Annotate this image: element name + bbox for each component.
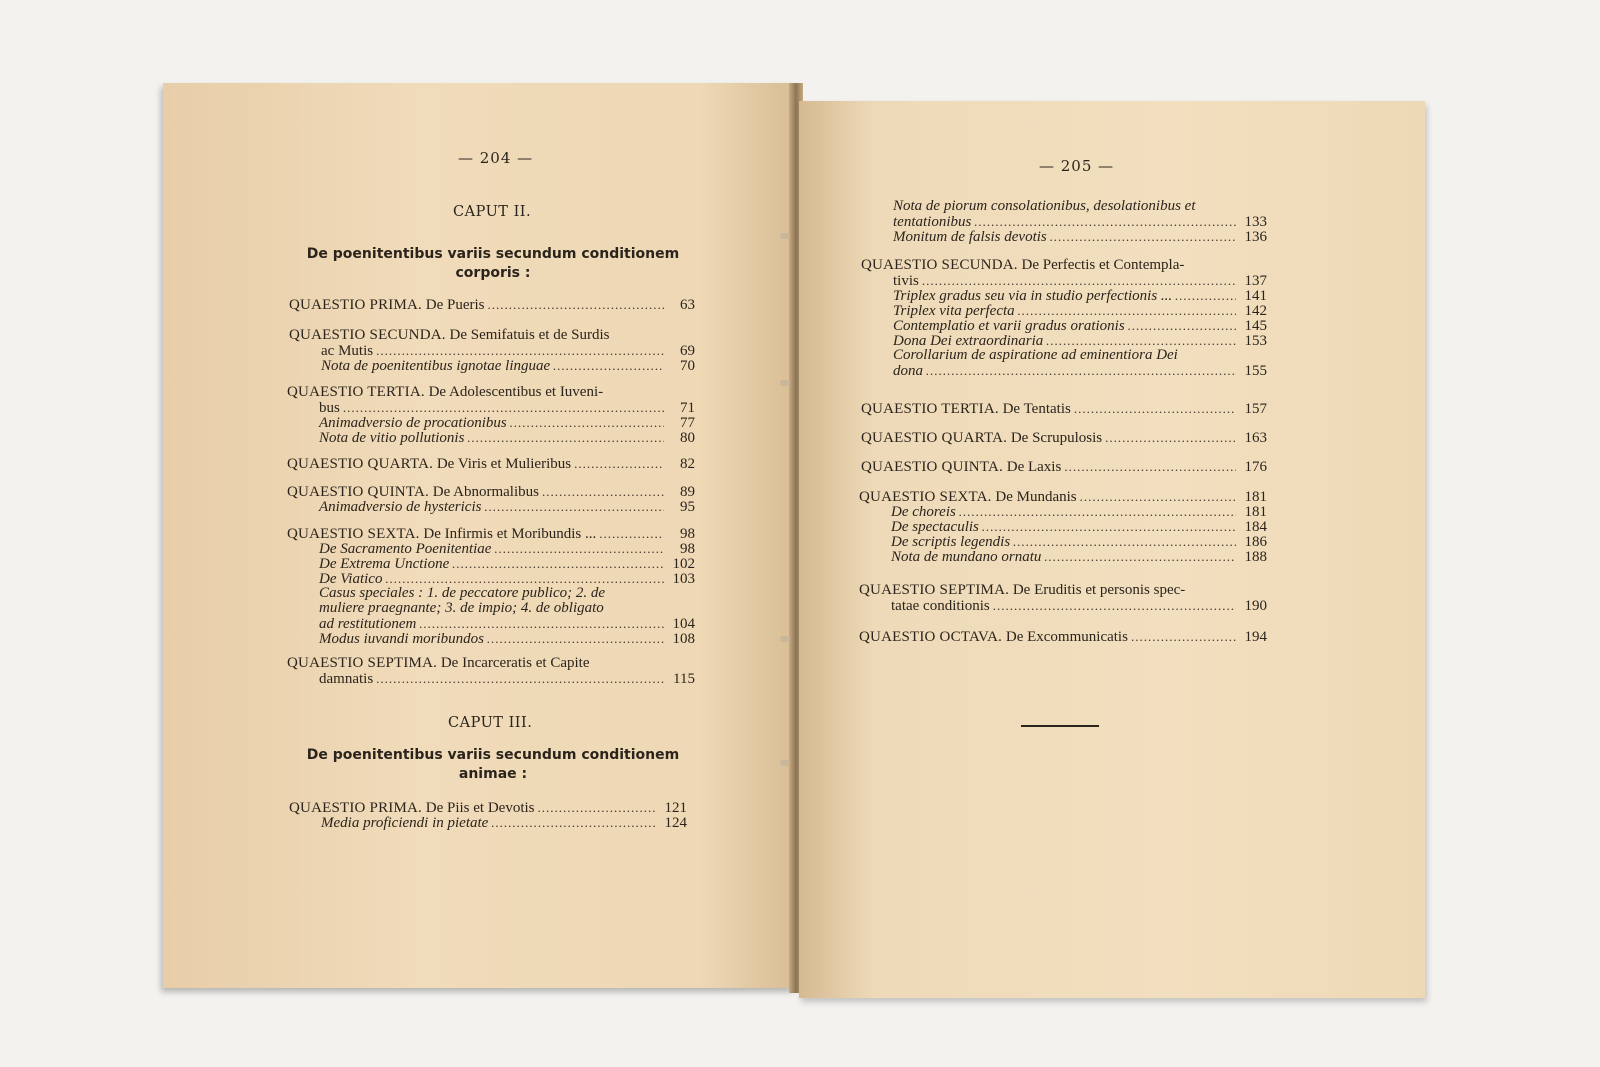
entry-head: QUAESTIO QUARTA. — [861, 430, 1008, 446]
toc-subentry[interactable] — [859, 504, 1267, 519]
entry-head: QUAESTIO SEXTA. — [287, 526, 420, 542]
caput-iii-heading: CAPUT III. — [448, 715, 533, 731]
toc-subentry[interactable] — [287, 586, 695, 601]
page-number-205: — 205 — — [1039, 157, 1115, 175]
toc-subentry[interactable] — [287, 631, 695, 646]
toc-entry-excommunicatis[interactable] — [859, 629, 1267, 644]
entry-head: QUAESTIO PRIMA. — [289, 297, 423, 313]
entry-title-cont: damnatis — [319, 671, 374, 687]
page-number-204: — 204 — — [458, 149, 534, 167]
caput-ii-heading: CAPUT II. — [453, 204, 532, 220]
toc-subentry[interactable] — [289, 358, 695, 373]
toc-entry-mundanis[interactable] — [859, 489, 1267, 564]
entry-title: De Pueris — [422, 297, 485, 313]
subentry-text: De Extrema Unctione — [319, 556, 450, 572]
subentry-text: Triplex gradus seu via in studio perfectionis ... — [893, 288, 1173, 304]
entry-page: 89 — [680, 484, 695, 500]
toc-subentry[interactable] — [861, 318, 1267, 333]
subentry-page: 102 — [672, 556, 695, 572]
toc-top-subentries — [857, 199, 1267, 244]
subentry-page: 80 — [680, 430, 695, 446]
entry-head: QUAESTIO QUINTA. — [861, 459, 1003, 475]
subtitle-line: animae : — [458, 766, 528, 782]
subentry-text: Nota de poenitentibus ignotae linguae — [321, 358, 551, 374]
toc-entry-semifatuis[interactable] — [289, 328, 695, 373]
subentry-text: De choreis — [891, 504, 956, 520]
subentry-text: De spectaculis — [891, 519, 979, 535]
toc-subentry[interactable] — [861, 333, 1267, 348]
entry-title: De Incarceratis et Capite — [437, 655, 590, 671]
right-page — [799, 101, 1425, 998]
toc-subentry — [861, 348, 1267, 363]
entry-head: QUAESTIO SECUNDA. — [861, 257, 1018, 273]
toc-subentry[interactable] — [287, 541, 695, 556]
entry-head: QUAESTIO SECUNDA. — [289, 327, 446, 343]
entry-page: 63 — [680, 297, 695, 313]
entry-title-cont: ac Mutis — [321, 343, 374, 359]
entry-page: 194 — [1244, 629, 1267, 645]
toc-entry-adolescentibus[interactable] — [287, 385, 695, 445]
toc-subentry[interactable] — [287, 556, 695, 571]
binding-thread — [780, 233, 790, 239]
subtitle-line: corporis : — [455, 265, 531, 281]
entry-page: 190 — [1244, 598, 1267, 614]
binding-thread — [780, 760, 790, 766]
entry-title: De Viris et Mulieribus — [433, 456, 572, 472]
entry-head: QUAESTIO SEPTIMA. — [859, 582, 1010, 598]
toc-entry-pueris[interactable] — [289, 297, 695, 312]
entry-head: QUAESTIO OCTAVA. — [859, 629, 1003, 645]
entry-page: 137 — [1244, 273, 1267, 289]
subentry-page: 145 — [1244, 318, 1267, 334]
toc-entry-abnormalibus[interactable] — [287, 484, 695, 514]
subentry-page: 77 — [680, 415, 695, 431]
subentry-text: Nota de vitio pollutionis — [319, 430, 465, 446]
subentry-text: dona — [893, 363, 923, 379]
toc-subentry[interactable] — [861, 363, 1267, 378]
toc-subentry[interactable] — [287, 415, 695, 430]
subentry-text: Animadversio de procationibus — [319, 415, 507, 431]
entry-title: De Eruditis et personis spec- — [1009, 582, 1186, 598]
entry-page: 82 — [680, 456, 695, 472]
subentry-page: 153 — [1244, 333, 1267, 349]
subentry-page: 188 — [1244, 549, 1267, 565]
toc-subentry[interactable] — [287, 571, 695, 586]
toc-entry-piis[interactable] — [289, 800, 687, 830]
subentry-text: ad restitutionem — [319, 616, 417, 632]
entry-head: QUAESTIO SEPTIMA. — [287, 655, 438, 671]
subtitle-line: De poenitentibus variis secundum conditionem — [306, 747, 680, 763]
toc-subentry[interactable] — [859, 534, 1267, 549]
subentry-page: 136 — [1244, 229, 1267, 245]
toc-entry-incarceratis[interactable] — [287, 656, 695, 691]
entry-title: De Adolescentibus et Iuveni- — [424, 384, 604, 400]
subentry-text: Contemplatio et varii gradus orationis — [893, 318, 1125, 334]
entry-title-cont: tatae conditionis — [891, 598, 990, 614]
left-page — [163, 83, 795, 988]
subentry-text: De Sacramento Poenitentiae — [319, 541, 492, 557]
entry-page: 121 — [664, 800, 687, 816]
entry-page: 98 — [680, 526, 695, 542]
entry-title: De Scrupulosis — [1007, 430, 1103, 446]
toc-subentry[interactable] — [287, 430, 695, 445]
subentry-page: 108 — [672, 631, 695, 647]
toc-entry-infirmis[interactable] — [287, 526, 695, 646]
entry-title: De Infirmis et Moribundis ... — [419, 526, 597, 542]
toc-subentry[interactable] — [287, 616, 695, 631]
entry-page: 69 — [680, 343, 695, 359]
subentry-text: tentationibus — [893, 214, 972, 230]
toc-subentry[interactable] — [287, 499, 695, 514]
entry-head: QUAESTIO PRIMA. — [289, 800, 423, 816]
toc-subentry[interactable] — [857, 229, 1267, 244]
toc-entry-scrupulosis[interactable] — [861, 430, 1267, 445]
subentry-page: 142 — [1244, 303, 1267, 319]
subentry-page: 95 — [680, 499, 695, 515]
entry-title-cont: bus — [319, 400, 340, 416]
toc-subentry[interactable] — [861, 303, 1267, 318]
toc-entry-eruditis[interactable] — [859, 583, 1267, 618]
subentry-text: Triplex vita perfecta — [893, 303, 1015, 319]
binding-thread — [780, 380, 790, 386]
toc-entry-viris[interactable] — [287, 456, 695, 471]
entry-title: De Tentatis — [998, 401, 1071, 417]
subentry-text: Casus speciales : 1. de peccatore publico; 2. de — [319, 585, 606, 601]
entry-title: De Mundanis — [991, 489, 1077, 505]
subentry-text: Nota de mundano ornatu — [891, 549, 1042, 565]
toc-subentry[interactable] — [289, 815, 687, 830]
subentry-text: De scriptis legendis — [891, 534, 1011, 550]
subentry-page: 155 — [1244, 363, 1267, 379]
entry-head: QUAESTIO QUINTA. — [287, 484, 429, 500]
subentry-text: De Viatico — [319, 571, 383, 587]
toc-subentry[interactable] — [857, 214, 1267, 229]
subentry-text: Dona Dei extraordinaria — [893, 333, 1044, 349]
subentry-page: 133 — [1244, 214, 1267, 230]
subentry-page: 103 — [672, 571, 695, 587]
entry-title-cont: tivis — [893, 273, 919, 289]
caput-ii-subtitle — [298, 245, 688, 283]
binding-thread — [780, 636, 790, 642]
subentry-page: 141 — [1244, 288, 1267, 304]
toc-subentry — [287, 601, 695, 616]
subentry-text: muliere praegnante; 3. de impio; 4. de obligato — [319, 600, 604, 616]
entry-title: De Excommunicatis — [1002, 629, 1128, 645]
entry-page: 157 — [1244, 401, 1267, 417]
subentry-text: Nota de piorum consolationibus, desolationibus et — [893, 198, 1196, 214]
subentry-text: Modus iuvandi moribundos — [319, 631, 484, 647]
open-book — [163, 83, 1425, 998]
toc-subentry[interactable] — [861, 288, 1267, 303]
subentry-page: 98 — [680, 541, 695, 557]
caput-iii-subtitle — [293, 746, 693, 784]
entry-page: 163 — [1244, 430, 1267, 446]
entry-page: 71 — [680, 400, 695, 416]
subtitle-line: De poenitentibus variis secundum conditionem — [306, 246, 680, 262]
entry-title: De Laxis — [1002, 459, 1062, 475]
entry-head: QUAESTIO TERTIA. — [861, 401, 999, 417]
subentry-text: Media proficiendi in pietate — [321, 815, 489, 831]
entry-head: QUAESTIO SEXTA. — [859, 489, 992, 505]
subentry-page: 124 — [664, 815, 687, 831]
toc-entry-perfectis[interactable] — [861, 258, 1267, 378]
subentry-page: 186 — [1244, 534, 1267, 550]
entry-title: De Perfectis et Contempla- — [1017, 257, 1185, 273]
entry-title: De Piis et Devotis — [422, 800, 535, 816]
toc-entry-laxis[interactable] — [861, 459, 1267, 474]
toc-subentry[interactable] — [859, 549, 1267, 564]
toc-entry-tentatis[interactable] — [861, 401, 1267, 416]
subentry-page: 184 — [1244, 519, 1267, 535]
subentry-page: 181 — [1244, 504, 1267, 520]
entry-page: 176 — [1244, 459, 1267, 475]
entry-head: QUAESTIO QUARTA. — [287, 456, 434, 472]
subentry-page: 104 — [672, 616, 695, 632]
entry-page: 181 — [1244, 489, 1267, 505]
entry-title: De Abnormalibus — [428, 484, 539, 500]
toc-subentry — [857, 199, 1267, 214]
subentry-text: Animadversio de hystericis — [319, 499, 482, 515]
entry-page: 115 — [673, 671, 695, 687]
toc-subentry[interactable] — [859, 519, 1267, 534]
subentry-text: Monitum de falsis devotis — [893, 229, 1047, 245]
end-rule-divider — [1021, 725, 1099, 727]
subentry-page: 70 — [680, 358, 695, 374]
entry-head: QUAESTIO TERTIA. — [287, 384, 425, 400]
subentry-text: Corollarium de aspiratione ad eminentiora Dei — [893, 347, 1178, 363]
entry-title: De Semifatuis et de Surdis — [445, 327, 610, 343]
